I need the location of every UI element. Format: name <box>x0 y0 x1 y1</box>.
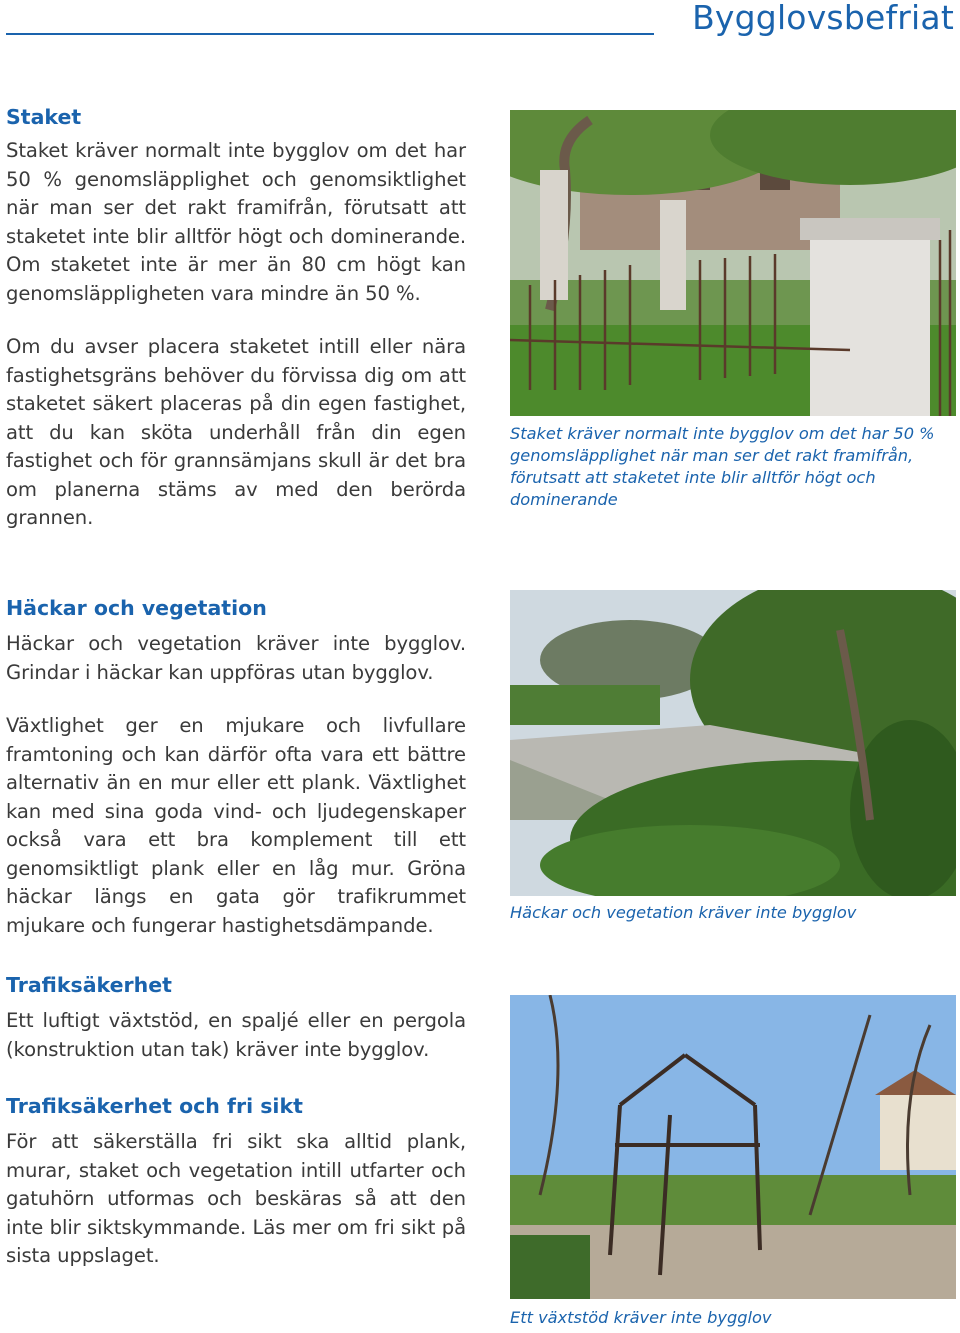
figure-caption: Häckar och vegetation kräver inte bygglov <box>510 903 857 922</box>
page-title: Bygglovsbefriat <box>692 0 954 37</box>
section-heading: Staket <box>6 105 82 129</box>
section-heading: Trafiksäkerhet och fri sikt <box>6 1094 303 1118</box>
paragraph: Växtlighet ger en mjukare och livfullare framtoning och kan därför ofta vara ett bättre alternativ än en mur eller ett plank. Växtlighet kan med sina goda vind- och ljudegenskaper också vara ett bra komplement till ett genomsiktligt plank eller en låg mur. Gröna häckar längs en gata gör trafikrummet mjukare och fungerar hastighetsdämpande. <box>6 714 466 937</box>
figure-caption: Ett växtstöd kräver inte bygglov <box>510 1308 772 1327</box>
section-hackar <box>6 594 466 940</box>
figure-caption: Staket kräver normalt inte bygglov om det har 50 % genomsläpplighet när man ser det rakt framifrån, förutsatt att staketet inte blir alltför högt och dominerande <box>510 424 935 509</box>
pergola-photo <box>510 995 956 1299</box>
section-trafiksakerhet <box>6 971 466 1064</box>
section-heading: Häckar och vegetation <box>6 596 267 620</box>
section-staket <box>6 103 466 533</box>
fence-photo <box>510 110 956 416</box>
hedge-photo <box>510 590 956 896</box>
paragraph: Om du avser placera staketet intill eller nära fastighetsgräns behöver du förvissa dig om att staketet säkert placeras på din egen fastighet, att du kan sköta underhåll från din egen fastighet och för grannsämjans skull är det bra om planerna stäms av med den berörda grannen. <box>6 335 466 529</box>
paragraph: Häckar och vegetation kräver inte bygglov. Grindar i häckar kan uppföras utan bygglov. <box>6 632 466 684</box>
paragraph: Staket kräver normalt inte bygglov om det har 50 % genomsläpplighet och genomsiktlighet när man ser det rakt framifrån, förutsatt att staketet inte blir alltför högt och dominerande. Om staketet inte är mer än 80 cm högt kan genomsläppligheten vara mindre än 50 %. <box>6 139 466 305</box>
section-fri-sikt <box>6 1092 466 1271</box>
header-rule <box>6 33 654 35</box>
paragraph: Ett luftigt växtstöd, en spaljé eller en pergola (konstruktion utan tak) kräver inte bygglov. <box>6 1009 466 1061</box>
section-heading: Trafiksäkerhet <box>6 973 172 997</box>
paragraph: För att säkerställa fri sikt ska alltid plank, murar, staket och vegetation intill utfarter och gatuhörn utformas och beskäras så att den inte blir siktskymmande. Läs mer om fri sikt på sista uppslaget. <box>6 1130 466 1267</box>
